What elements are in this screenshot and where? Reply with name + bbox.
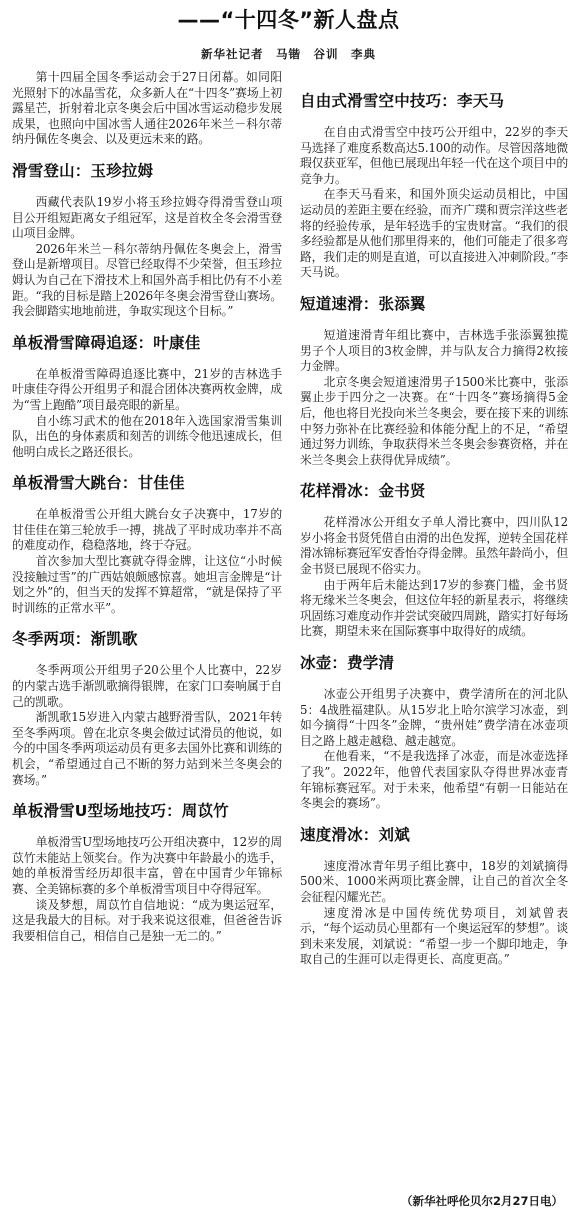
byline: 新华社记者 马锴 谷训 李典 [201,47,376,61]
paragraph: 自小练习武术的他在2018年入选国家滑雪集训队，出色的身体素质和刻苦的训练令他迅速成长，但他明白成长之路还很长。 [12,413,282,459]
paragraph: 速度滑冰是中国传统优势项目，刘斌曾表示，“每个运动员心里都有一个奥运冠军的梦想”。谈到未来发展，刘斌说：“希望一步一个脚印地走，争取自己的生涯可以走得更长、高度更高。” [300,905,568,967]
paragraph: 2026年米兰－科尔蒂纳丹佩佐冬奥会上，滑雪登山是新增项目。尽管已经取得不少荣誉，但玉珍拉姆认为自己在下滑技术上和国外高手相比仍有不小差距。“我的目标是踏上2026年冬奥会滑雪登山赛场。我会脚踏实地地前进，争取实现这个目标。” [12,241,282,319]
paragraph: 冬季两项公开组男子20公里个人比赛中，22岁的内蒙古选手渐凯歌摘得银牌，在家门口奏响属于自己的凯歌。 [12,663,282,709]
section-heading: 冬季两项：渐凯歌 [12,630,138,649]
paragraph: 谈及梦想，周苡竹自信地说：“成为奥运冠军，这是我最大的目标。对于我来说这很难，但爸爸告诉我要相信自己，相信自己是独一无二的。” [12,897,282,943]
section-heading: 自由式滑雪空中技巧：李天马 [300,92,505,110]
paragraph: 在单板滑雪障碍追逐比赛中，21岁的吉林选手叶康佳夺得公开组男子和混合团体决赛两枚金牌，成为“雪上跑酷”项目最亮眼的新星。 [12,366,282,412]
paragraph: 冰壶公开组男子决赛中，费学清所在的河北队5：4战胜福建队。从15岁北上哈尔滨学习冰壶，到如今摘得“十四冬”金牌，“贵州娃”费学清在冰壶项目之路上越走越稳、越走越宽。 [300,687,568,748]
section-heading: 单板滑雪U型场地技巧：周苡竹 [12,802,229,821]
section-heading: 速度滑冰：刘斌 [300,825,410,844]
paragraph: 单板滑雪U型场地技巧公开组决赛中，12岁的周苡竹未能站上领奖台。作为决赛中年龄最小的选手，她的单板滑雪经历却很丰富，曾在中国青少年锦标赛、全美锦标赛的多个单板滑雪项目中夺得冠军。 [12,835,282,896]
section-heading: 花样滑冰：金书贤 [300,482,426,501]
section-heading: 单板滑雪大跳台：甘佳佳 [12,474,185,493]
right-column [300,70,568,968]
paragraph: 第十四届全国冬季运动会于27日闭幕。如同阳光照射下的冰晶雪花，众多新人在“十四冬”赛场上初露星芒，折射着北京冬奥会后中国冰雪运动稳步发展成果，也照向中国冰雪人通往2026年米兰－科尔蒂纳丹佩佐冬奥会、以及更远未来的路。 [12,70,282,147]
paragraph: 首次参加大型比赛就夺得金牌，让这位“小时候没接触过雪”的广西姑娘颇感惊喜。她坦言金牌是“计划之外”的，但当天的发挥不算超常，“就是保持了平时训练的正常水平”。 [12,554,282,615]
paragraph: 由于两年后未能达到17岁的参赛门槛，金书贤将无缘米兰冬奥会，但这位年轻的新星表示，将继续巩固练习难度动作并尝试突破四周跳，踏实打好每场比赛，期望未来在国际赛事中取得好的成绩。 [300,577,568,639]
section-heading: 滑雪登山：玉珍拉姆 [12,161,154,180]
paragraph: 在单板滑雪公开组大跳台女子决赛中，17岁的甘佳佳在第三轮放手一搏，挑战了平时成功率并不高的难度动作，稳稳落地，终于夺冠。 [12,507,282,553]
section-heading: 单板滑雪障碍追逐：叶康佳 [12,333,201,352]
dateline-credit: （新华社呼伦贝尔2月27日电） [400,1194,563,1208]
section-heading: 冰壶：费学清 [300,654,395,673]
section-heading: 短道速滑：张添翼 [300,294,426,313]
paragraph: 西藏代表队19岁小将玉珍拉姆夺得滑雪登山项目公开组短距离女子组冠军，这是首枚全冬会滑雪登山项目金牌。 [12,194,282,241]
left-column [12,70,282,944]
paragraph: 花样滑冰公开组女子单人滑比赛中，四川队12岁小将金书贤凭借自由滑的出色发挥，逆转全国花样滑冰锦标赛冠军安香怡夺得金牌。虽然年龄尚小，但金书贤已展现不俗实力。 [300,515,568,577]
paragraph: 短道速滑青年组比赛中，吉林选手张添翼独揽男子个人项目的3枚金牌，并与队友合力摘得2枚接力金牌。 [300,327,568,374]
paragraph: 渐凯歌15岁进入内蒙古越野滑雪队，2021年转至冬季两项。曾在北京冬奥会做过试滑员的他说，如今的中国冬季两项运动员有更多去国外比赛和训练的机会，“希望通过自己不断的努力站到米兰冬奥会的赛场。” [12,710,282,787]
paragraph: 北京冬奥会短道速滑男子1500米比赛中，张添翼止步于四分之一决赛。在“十四冬”赛场摘得5金后，他也将目光投向米兰冬奥会，要在接下来的训练中努力弥补在比赛经验和体能分配上的不足，“希望通过努力训练，争取获得米兰冬奥会参赛资格，并在米兰冬奥会上获得优异成绩”。 [300,374,568,467]
paragraph: 在自由式滑雪空中技巧公开组中，22岁的李天马选择了难度系数高达5.100的动作。尽管因落地微瑕仅获亚军，但他已展现出年轻一代在这个项目中的竞争力。 [300,125,568,186]
paragraph: 在李天马看来，和国外顶尖运动员相比，中国运动员的差距主要在经验，而齐广璞和贾宗洋这些老将的经验传承，是年轻选手的宝贵财富。“我们的很多经验都是从他们那里得来的，他们可能走了很多弯路，我们走的则是直道，可以直接进入冲刺阶段。”李天马说。 [300,187,568,280]
paragraph: 在他看来，“不是我选择了冰壶，而是冰壶选择了我”。2022年，他曾代表国家队夺得世界冰壶青年锦标赛冠军。对于未来，他希望“有朝一日能站在冬奥会的赛场”。 [300,749,568,811]
paragraph: 速度滑冰青年男子组比赛中，18岁的刘斌摘得500米、1000米两项比赛金牌，让自己的首次全冬会征程闪耀光芒。 [300,858,568,904]
page-title: ——“十四冬”新人盘点 [177,8,400,32]
